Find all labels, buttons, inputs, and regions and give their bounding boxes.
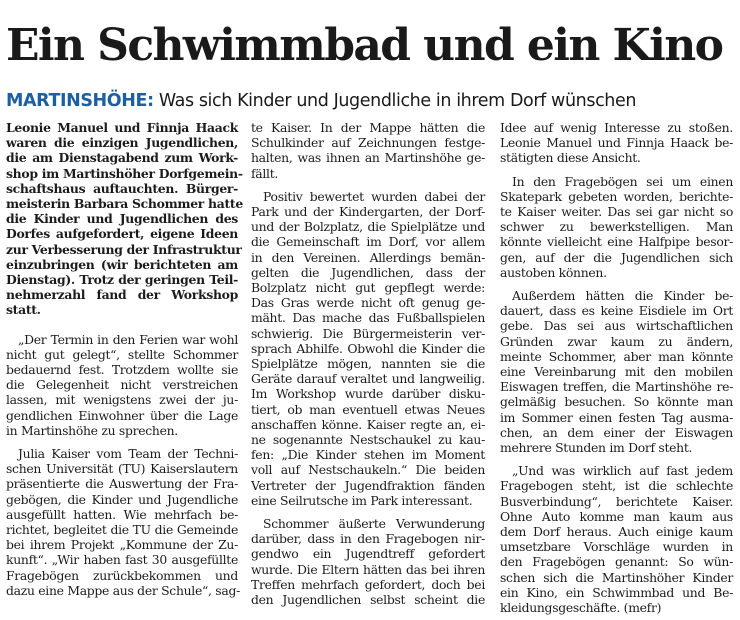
text-line: „Und was wirklich auf fast jedem [512, 463, 733, 479]
text-line: gebögen, die Kinder und Jugendliche [6, 491, 238, 507]
article-column-1 [6, 120, 243, 598]
text-line: Bolzplatz nicht gut gepflegt werde: [251, 280, 485, 296]
text-line: Busverbindung“, berichtete Kaiser. [500, 493, 733, 509]
text-line: könnte vielleicht eine Halfpipe besor- [500, 234, 733, 250]
text-line: Fragebogen steht, ist die schlechte [500, 478, 733, 494]
text-line: ein Kino, ein Schwimmbad und Be- [500, 584, 733, 600]
text-line: Idee auf wenig Interesse zu stoßen. [500, 120, 733, 135]
text-line: meisterin Barbara Schommer hatte [6, 196, 243, 212]
subheadline: Was sich Kinder und Jugendliche in ihrem Dorf wünschen [158, 91, 637, 111]
text-line: richtet, begleitet die TU die Gemeinde [6, 522, 238, 538]
text-line: den Jugendlichen selbst scheint die [251, 592, 485, 608]
text-line: Geräte darauf veraltet und langweilig. [251, 371, 485, 387]
text-line: Schommer äußerte Verwunderung [263, 516, 485, 532]
body-paragraph [500, 120, 733, 166]
text-line: Leonie Manuel und Finnja Haack be- [500, 135, 733, 151]
text-line: Leonie Manuel und Finnja Haack [6, 120, 238, 135]
text-line: gebe. Das sei aus wirtschaftlichen [500, 318, 733, 334]
text-line: bei ihrem Projekt „Kommune der Zu- [6, 537, 238, 553]
text-line: gelmäßig besuchen. So könnte man [500, 394, 733, 410]
text-line: stätigten diese Ansicht. [500, 150, 641, 166]
text-line: halten, was ihnen an Martinshöhe ge- [251, 150, 485, 166]
body-paragraph [6, 446, 238, 598]
text-line: Julia Kaiser vom Team der Techni- [18, 446, 238, 462]
text-line: fällt. [251, 165, 279, 181]
text-line: umsetzbare Vorschläge wurden in [500, 539, 733, 555]
text-line: nehmerzahl fand der Workshop [6, 287, 238, 303]
text-line: eine Seilrutsche im Park interessant. [251, 492, 473, 508]
text-line: gendlichen Einwohner über die Lage [6, 407, 238, 423]
text-line: mäht. Das mache das Fußballspielen [251, 310, 485, 326]
article-column-3 [500, 120, 733, 615]
text-line: im Sommer einen festen Tag ausma- [500, 409, 733, 425]
text-line: gendwo ein Jugendtreff gefordert [251, 546, 485, 562]
text-line: Ohne Auto komme man kaum aus [500, 508, 733, 524]
text-line: mehrere Stunden im Dorf steht. [500, 440, 693, 456]
body-paragraph [251, 516, 485, 607]
text-line: Spielplätze mögen, nannten sie die [251, 356, 485, 372]
text-line: kleidungsgeschäfte. (mefr) [500, 600, 662, 616]
text-line: „Der Termin in den Ferien war wohl [18, 331, 238, 347]
lead-paragraph [6, 120, 243, 318]
text-line: lassen, mit wenigstens zwei der ju- [6, 392, 238, 408]
text-line: ne sogenannte Nestschaukel zu kau- [251, 432, 485, 448]
text-line: voll auf Nestschaukeln.“ Die beiden [251, 462, 485, 478]
text-line: kunft“. „Wir haben fast 30 ausgefüllte [6, 552, 238, 568]
text-line: anschaffen könne. Kaiser regte an, ei- [251, 416, 485, 432]
text-line: nicht gut gelegt“, stellte Schommer [6, 346, 238, 362]
kicker: MARTINSHÖHE: [6, 91, 154, 111]
text-line: Positiv bewertet wurden dabei der [263, 188, 485, 204]
text-line: zur Verbesserung der Infrastruktur [6, 241, 242, 257]
text-line: waren die einzigen Jugendlichen, [6, 135, 238, 151]
text-line: in den Vereinen. Allerdings bemän- [251, 249, 485, 265]
text-line: und der Bolzplatz, die Spielplätze und [251, 219, 485, 235]
text-line: tiert, ob man eventuell etwas Neues [251, 401, 485, 417]
text-line: Schulkinder auf Zeichnungen festge- [251, 135, 485, 151]
text-line: Gründen zwar kaum zu ändern, [500, 333, 733, 349]
text-line: die am Dienstagabend zum Work- [6, 150, 238, 166]
text-line: Im Workshop wurde darüber disku- [251, 386, 485, 402]
text-line: Fragebögen zurückbekommen und [6, 567, 238, 583]
text-line: schwierig. Die Bürgermeisterin ver- [251, 325, 485, 341]
text-line: Dorfes aufgefordert, eigene Ideen [6, 226, 238, 242]
article-column-2 [251, 120, 485, 607]
text-line: die Gemeinschaft im Dorf, vor allem [251, 234, 485, 250]
text-line: fen: „Die Kinder stehen im Moment [251, 447, 485, 463]
text-line: austoben können. [500, 264, 607, 280]
text-line: wurde. Die Eltern hätten das bei ihren [251, 561, 485, 577]
text-line: te Kaiser. In der Mappe hätten die [251, 120, 485, 135]
text-line: shop im Martinshöher Dorfgemein- [6, 165, 243, 181]
text-line: bedauernd fest. Trotzdem wollte sie [6, 362, 238, 378]
text-line: Außerdem hätten die Kinder be- [512, 288, 733, 304]
text-line: chen, an dem einer der Eiswagen [500, 424, 733, 440]
body-paragraph [6, 332, 238, 438]
text-line: in Martinshöhe zu sprechen. [6, 422, 178, 438]
text-line: eine Vereinbarung mit den mobilen [500, 364, 733, 380]
text-line: In den Fragebögen sei um einen [512, 173, 733, 189]
text-line: Eiswagen treffen, die Martinshöhe re- [500, 379, 733, 395]
body-paragraph [500, 463, 733, 615]
text-line: schaftshaus auftauchten. Bürger- [6, 180, 238, 196]
text-line: statt. [6, 302, 41, 318]
body-paragraph [500, 174, 733, 280]
text-line: Park und der Kindergarten, der Dorf- [251, 204, 485, 220]
text-line: die Kinder und Jugendlichen des [6, 211, 238, 227]
headline: Ein Schwimmbad und ein Kino [6, 20, 723, 71]
text-line: präsentierte die Auswertung der Fra- [6, 476, 238, 492]
text-line: die Gelegenheit nicht verstreichen [6, 377, 238, 393]
text-line: gen, auf der die Jugendlichen sich [500, 249, 733, 265]
body-paragraph [251, 189, 485, 508]
text-line: dem Dorf heraus. Auch einige kaum [500, 524, 733, 540]
text-line: Das Gras werde nicht oft genug ge- [251, 295, 485, 311]
text-line: dazu eine Mappe aus der Schule“, sag- [6, 582, 240, 598]
text-line: schen Universität (TU) Kaiserslautern [6, 461, 238, 477]
body-paragraph [500, 288, 733, 455]
text-line: dauert, dass es keine Eisdiele im Ort [500, 303, 733, 319]
text-line: schwer zu bewerkstelligen. Man [500, 219, 733, 235]
text-line: den Fragebögen genannt: So wün- [500, 554, 733, 570]
subheadline-row [6, 89, 636, 113]
text-line: einzubringen (wir berichteten am [6, 256, 238, 272]
text-line: ausgefüllt hatten. Wie mehrfach be- [6, 506, 238, 522]
text-line: meinte Schommer, aber man könnte [500, 348, 733, 364]
text-line: gelten die Jugendlichen, dass der [251, 264, 485, 280]
text-line: Skatepark gebeten worden, berichte- [500, 188, 733, 204]
text-line: Treffen mehrfach gefordert, doch bei [251, 576, 485, 592]
body-paragraph [251, 120, 485, 181]
text-line: schen sich die Martinshöher Kinder [500, 569, 733, 585]
text-line: sprach Abhilfe. Obwohl die Kinder die [251, 340, 485, 356]
text-line: Vertreter der Jugendfraktion fänden [251, 477, 485, 493]
text-line: Dienstag). Trotz der geringen Teil- [6, 272, 238, 288]
text-line: te Kaiser weiter. Das sei gar nicht so [500, 204, 733, 220]
text-line: darüber, dass in den Fragebogen nir- [251, 531, 485, 547]
